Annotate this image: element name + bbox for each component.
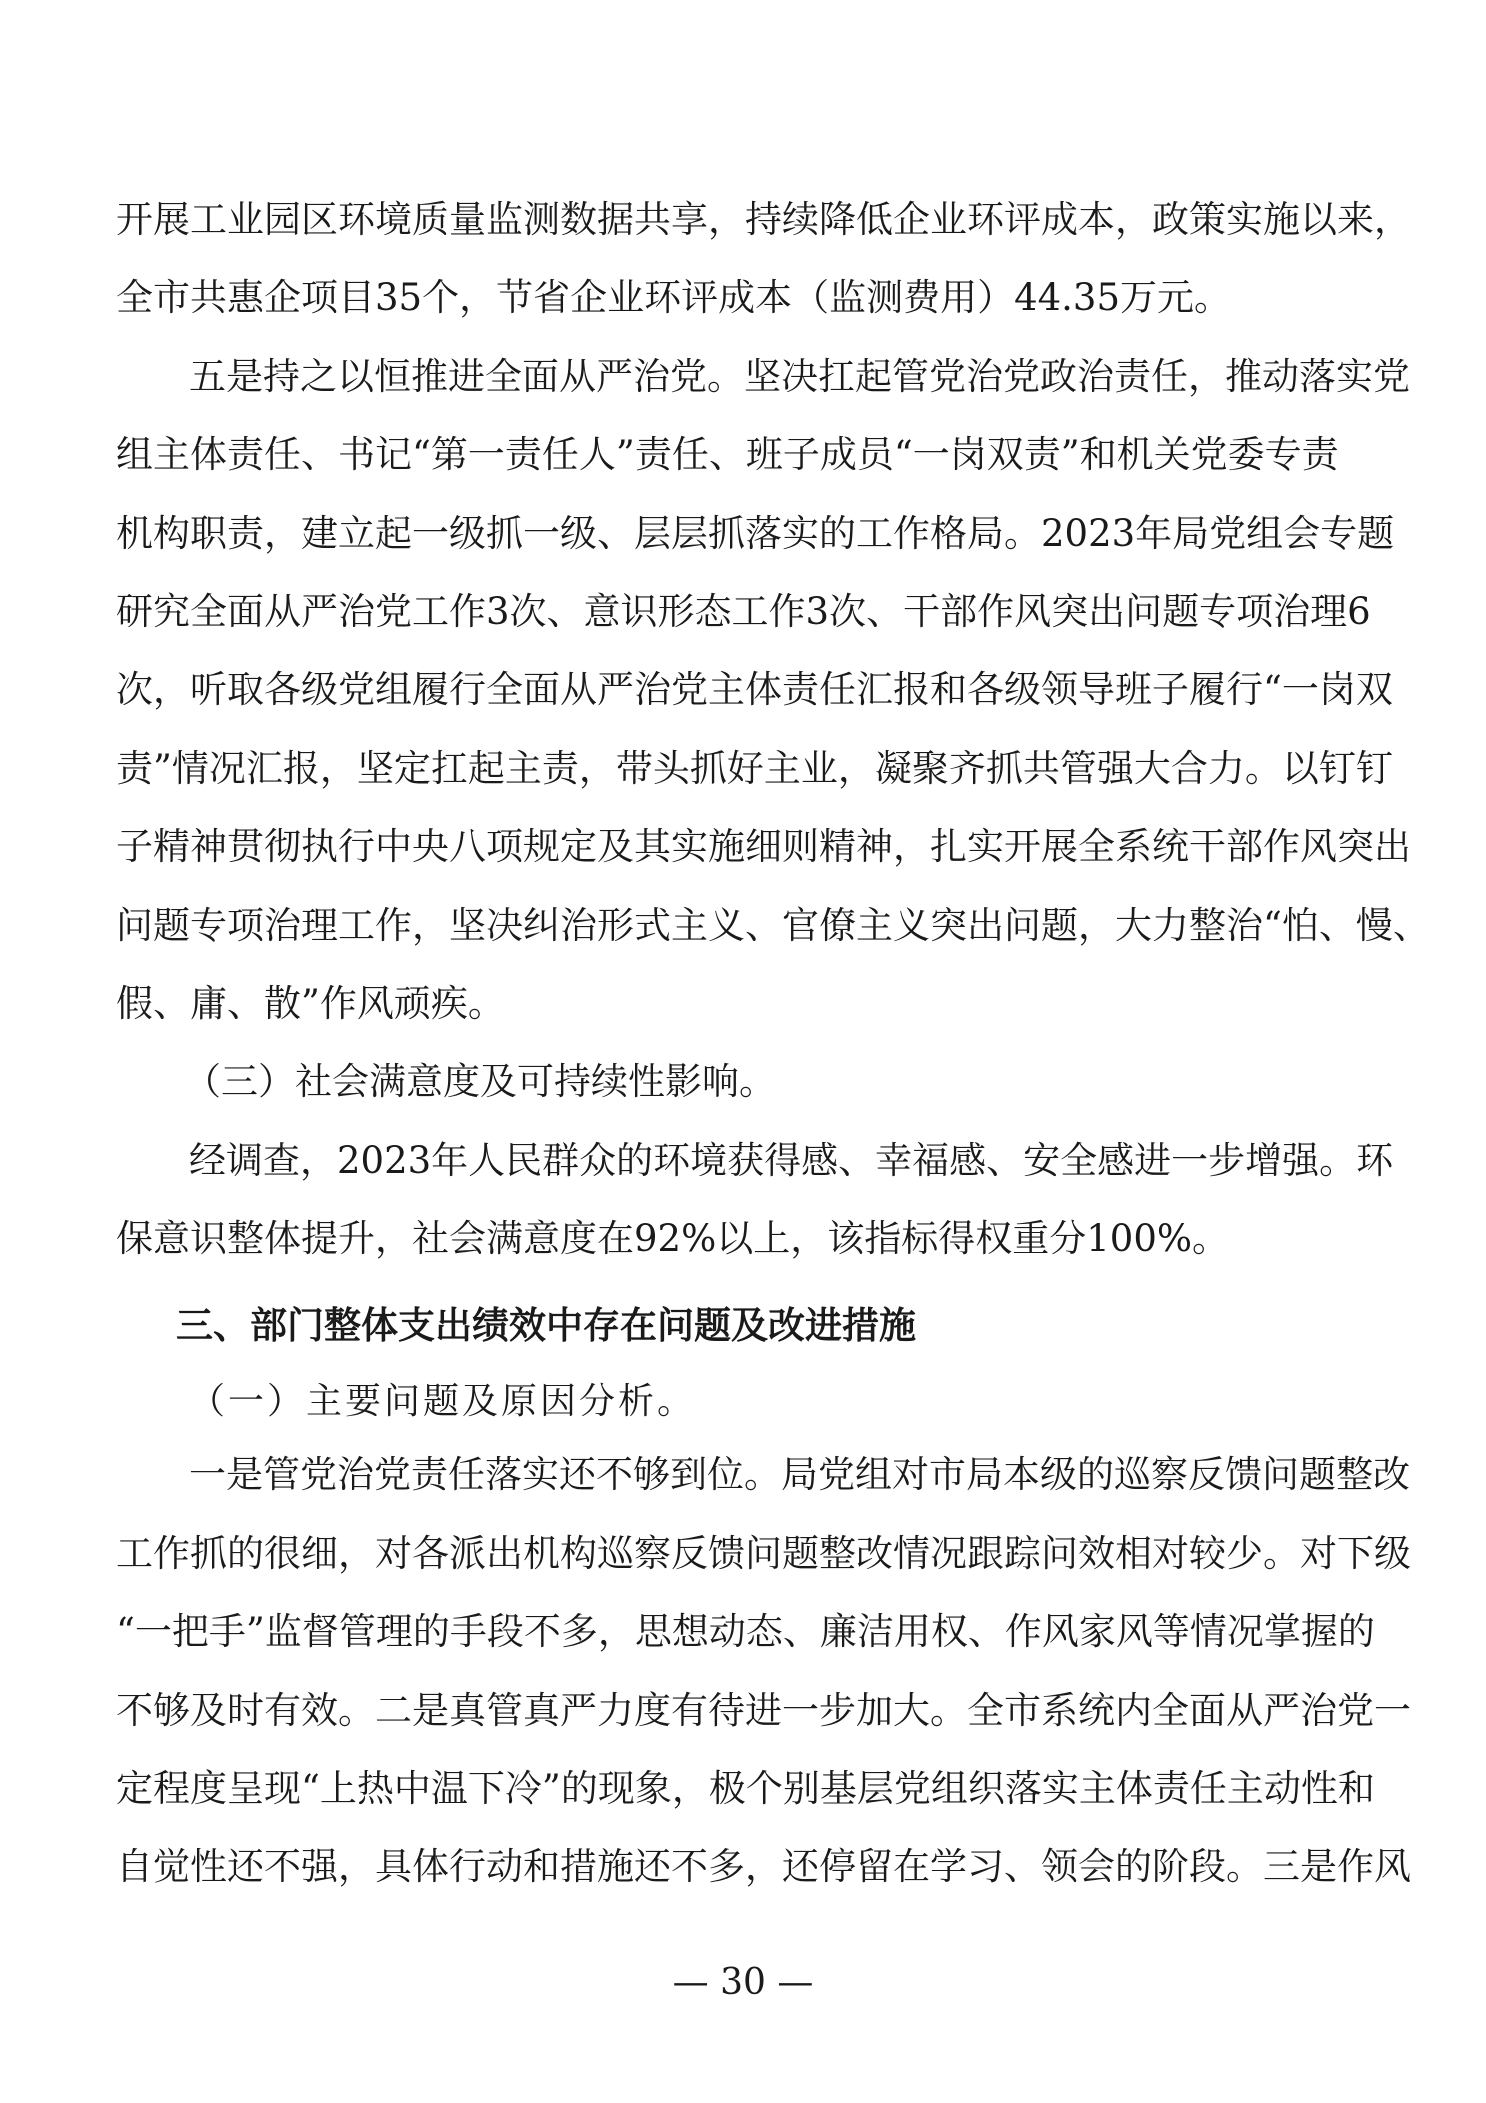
text-line: 问题专项治理工作，坚决纠治形式主义、官僚主义突出问题，大力整治“怕、慢、 xyxy=(116,903,1430,947)
subsection-heading: （一）主要问题及原因分析。 xyxy=(189,1381,697,1423)
document-body xyxy=(116,181,1430,1907)
text-line: 经调查，2023年人民群众的环境获得感、幸福感、安全感进一步增强。环 xyxy=(189,1138,1394,1182)
text-line: 机构职责，建立起一级抓一级、层层抓落实的工作格局。2023年局党组会专题 xyxy=(116,511,1395,555)
subsection-heading-3: （三）社会满意度及可持续性影响。 xyxy=(184,1060,776,1104)
text-line: 保意识整体提升，社会满意度在92%以上，该指标得权重分100%。 xyxy=(116,1217,1230,1261)
text-line: 自觉性还不强，具体行动和措施还不多，还停留在学习、领会的阶段。三是作风 xyxy=(116,1845,1411,1889)
text-line: 五是持之以恒推进全面从严治党。坚决扛起管党治党政治责任，推动落实党 xyxy=(189,354,1410,398)
text-line: 全市共惠企项目35个，节省企业环评成本（监测费用）44.35万元。 xyxy=(116,276,1232,320)
text-line: “一把手”监督管理的手段不多，思想动态、廉洁用权、作风家风等情况掌握的 xyxy=(116,1610,1375,1654)
text-line: 假、庸、散”作风顽疾。 xyxy=(116,981,505,1025)
page-number: — 30 — xyxy=(672,1962,814,2003)
text-line: 子精神贯彻执行中央八项规定及其实施细则精神，扎实开展全系统干部作风突出 xyxy=(116,825,1411,869)
text-line: 一是管党治党责任落实还不够到位。局党组对市局本级的巡察反馈问题整改 xyxy=(189,1453,1410,1497)
text-line: 定程度呈现“上热中温下冷”的现象，极个别基层党组织落实主体责任主动性和 xyxy=(116,1767,1375,1811)
text-line: 责”情况汇报，坚定扛起主责，带头抓好主业，凝聚齐抓共管强大合力。以钉钉 xyxy=(116,746,1393,790)
section-heading: 三、部门整体支出绩效中存在问题及改进措施 xyxy=(176,1304,916,1348)
text-line: 工作抓的很细，对各派出机构巡察反馈问题整改情况跟踪问效相对较少。对下级 xyxy=(116,1531,1411,1575)
text-line: 开展工业园区环境质量监测数据共享，持续降低企业环评成本，政策实施以来， xyxy=(116,198,1411,241)
text-line: 不够及时有效。二是真管真严力度有待进一步加大。全市系统内全面从严治党一 xyxy=(116,1688,1411,1732)
text-line: 组主体责任、书记“第一责任人”责任、班子成员“一岗双责”和机关党委专责 xyxy=(116,433,1339,477)
text-line: 研究全面从严治党工作3次、意识形态工作3次、干部作风突出问题专项治理6 xyxy=(116,589,1371,633)
text-line: 次，听取各级党组履行全面从严治党主体责任汇报和各级领导班子履行“一岗双 xyxy=(116,668,1393,712)
